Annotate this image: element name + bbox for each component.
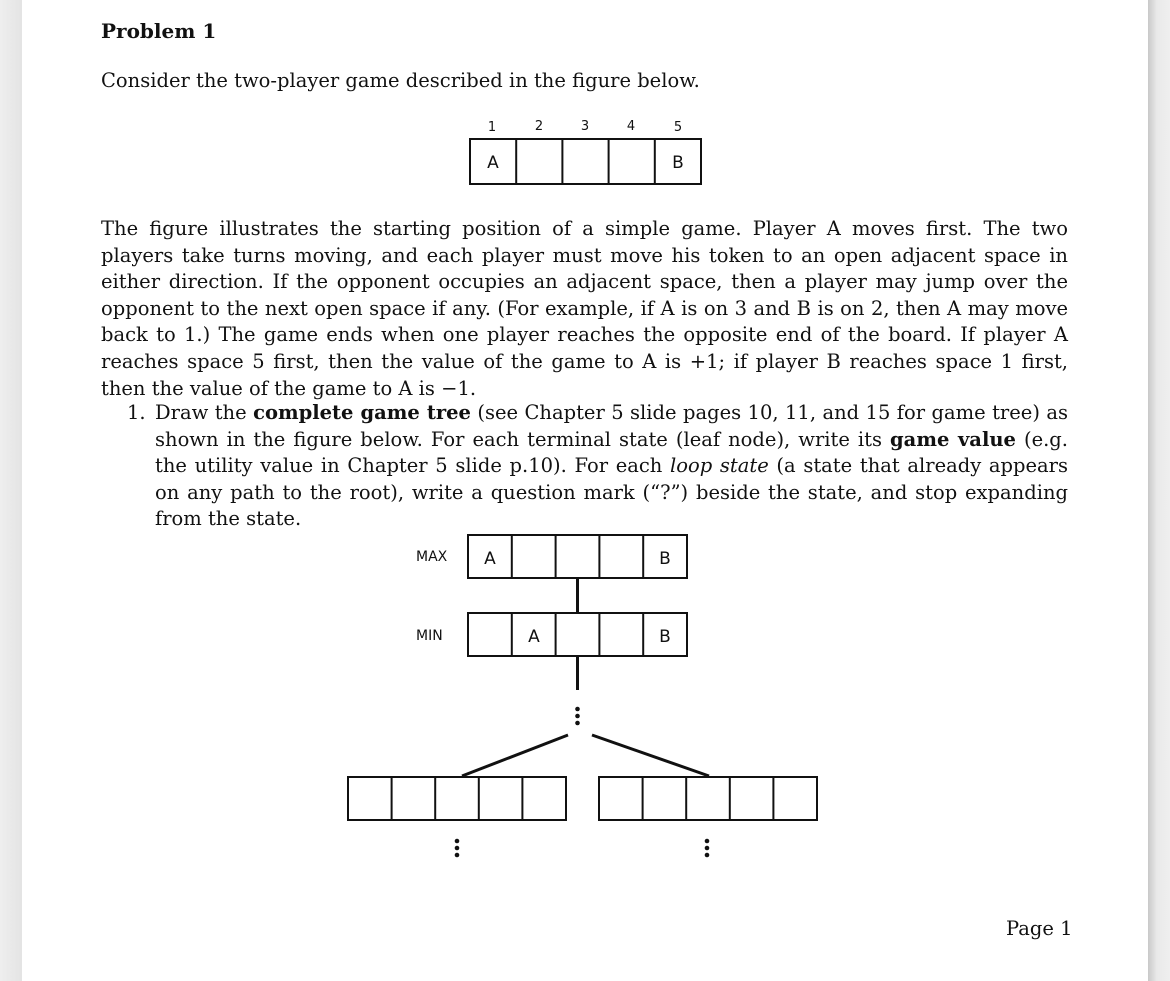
board-cells <box>470 139 701 184</box>
question-italic-loop-state: loop state <box>670 454 769 478</box>
min-cell-5: B <box>659 627 671 647</box>
question-bold-complete-game-tree: complete game tree <box>253 401 471 424</box>
board-number-1: 1 <box>487 120 497 135</box>
board-cell-5: B <box>672 153 684 173</box>
question-text <box>155 400 1068 533</box>
board-number-row <box>488 119 682 135</box>
min-label: MIN <box>416 628 443 644</box>
board-number-5: 5 <box>673 120 683 135</box>
edge-right-leaf <box>592 735 709 776</box>
viewer-left-margin <box>0 0 22 981</box>
min-node <box>468 613 687 656</box>
min-cell-2: A <box>528 627 540 647</box>
question-bold-game-value: game value <box>890 427 1016 451</box>
board-number-3: 3 <box>580 119 590 134</box>
question-text-1: Draw the <box>155 401 254 424</box>
board-number-2: 2 <box>534 119 544 134</box>
max-cell-5: B <box>659 549 671 569</box>
problem-heading: Problem 1 <box>101 19 217 43</box>
viewer-scrollbar[interactable] <box>1148 0 1170 981</box>
leaf-node-right <box>599 777 817 820</box>
edge-left-leaf <box>462 735 568 776</box>
question-number: 1. <box>127 401 146 424</box>
question-text-3: (e.g. the utility value in Chapter 5 slide p.10). For each <box>155 427 1068 478</box>
game-tree-figure <box>22 520 1148 880</box>
game-description: The figure illustrates the starting position of a simple game. Player A moves first. The two players take turns moving, and each player must move his token to an open adjacent space in either direction. If the opponent occupies an adjacent space, then a player may jump over the opponent to the next open space if any. (For example, if A is on 3 and B is on 2, then A may move back to 1.) The game ends when one player reaches the opposite end of the board. If player A reaches space 5 first, then the value of the game to A is +1; if player B reaches space 1 first, then the value of the game to A is −1. <box>101 217 1068 400</box>
board-figure <box>462 112 712 192</box>
board-number-4: 4 <box>626 119 636 134</box>
intro-text: Consider the two-player game described in the figure below. <box>101 69 700 92</box>
question-text-2: (see Chapter 5 slide pages 10, 11, and 15 for game tree) as shown in the figure below. For each terminal state (leaf node), write its <box>155 401 1068 451</box>
page-number: Page 1 <box>1006 917 1073 940</box>
leaf-node-left <box>348 777 566 820</box>
max-label: MAX <box>416 549 448 565</box>
max-cell-1: A <box>484 549 496 569</box>
max-node <box>468 535 687 578</box>
question-text-4: (a state that already appears on any path to the root), write a question mark (“?”) beside the state, and stop expanding from the state. <box>155 454 1068 531</box>
ellipsis-dots <box>455 707 710 858</box>
board-cell-1: A <box>487 153 499 173</box>
document-page <box>22 0 1148 981</box>
